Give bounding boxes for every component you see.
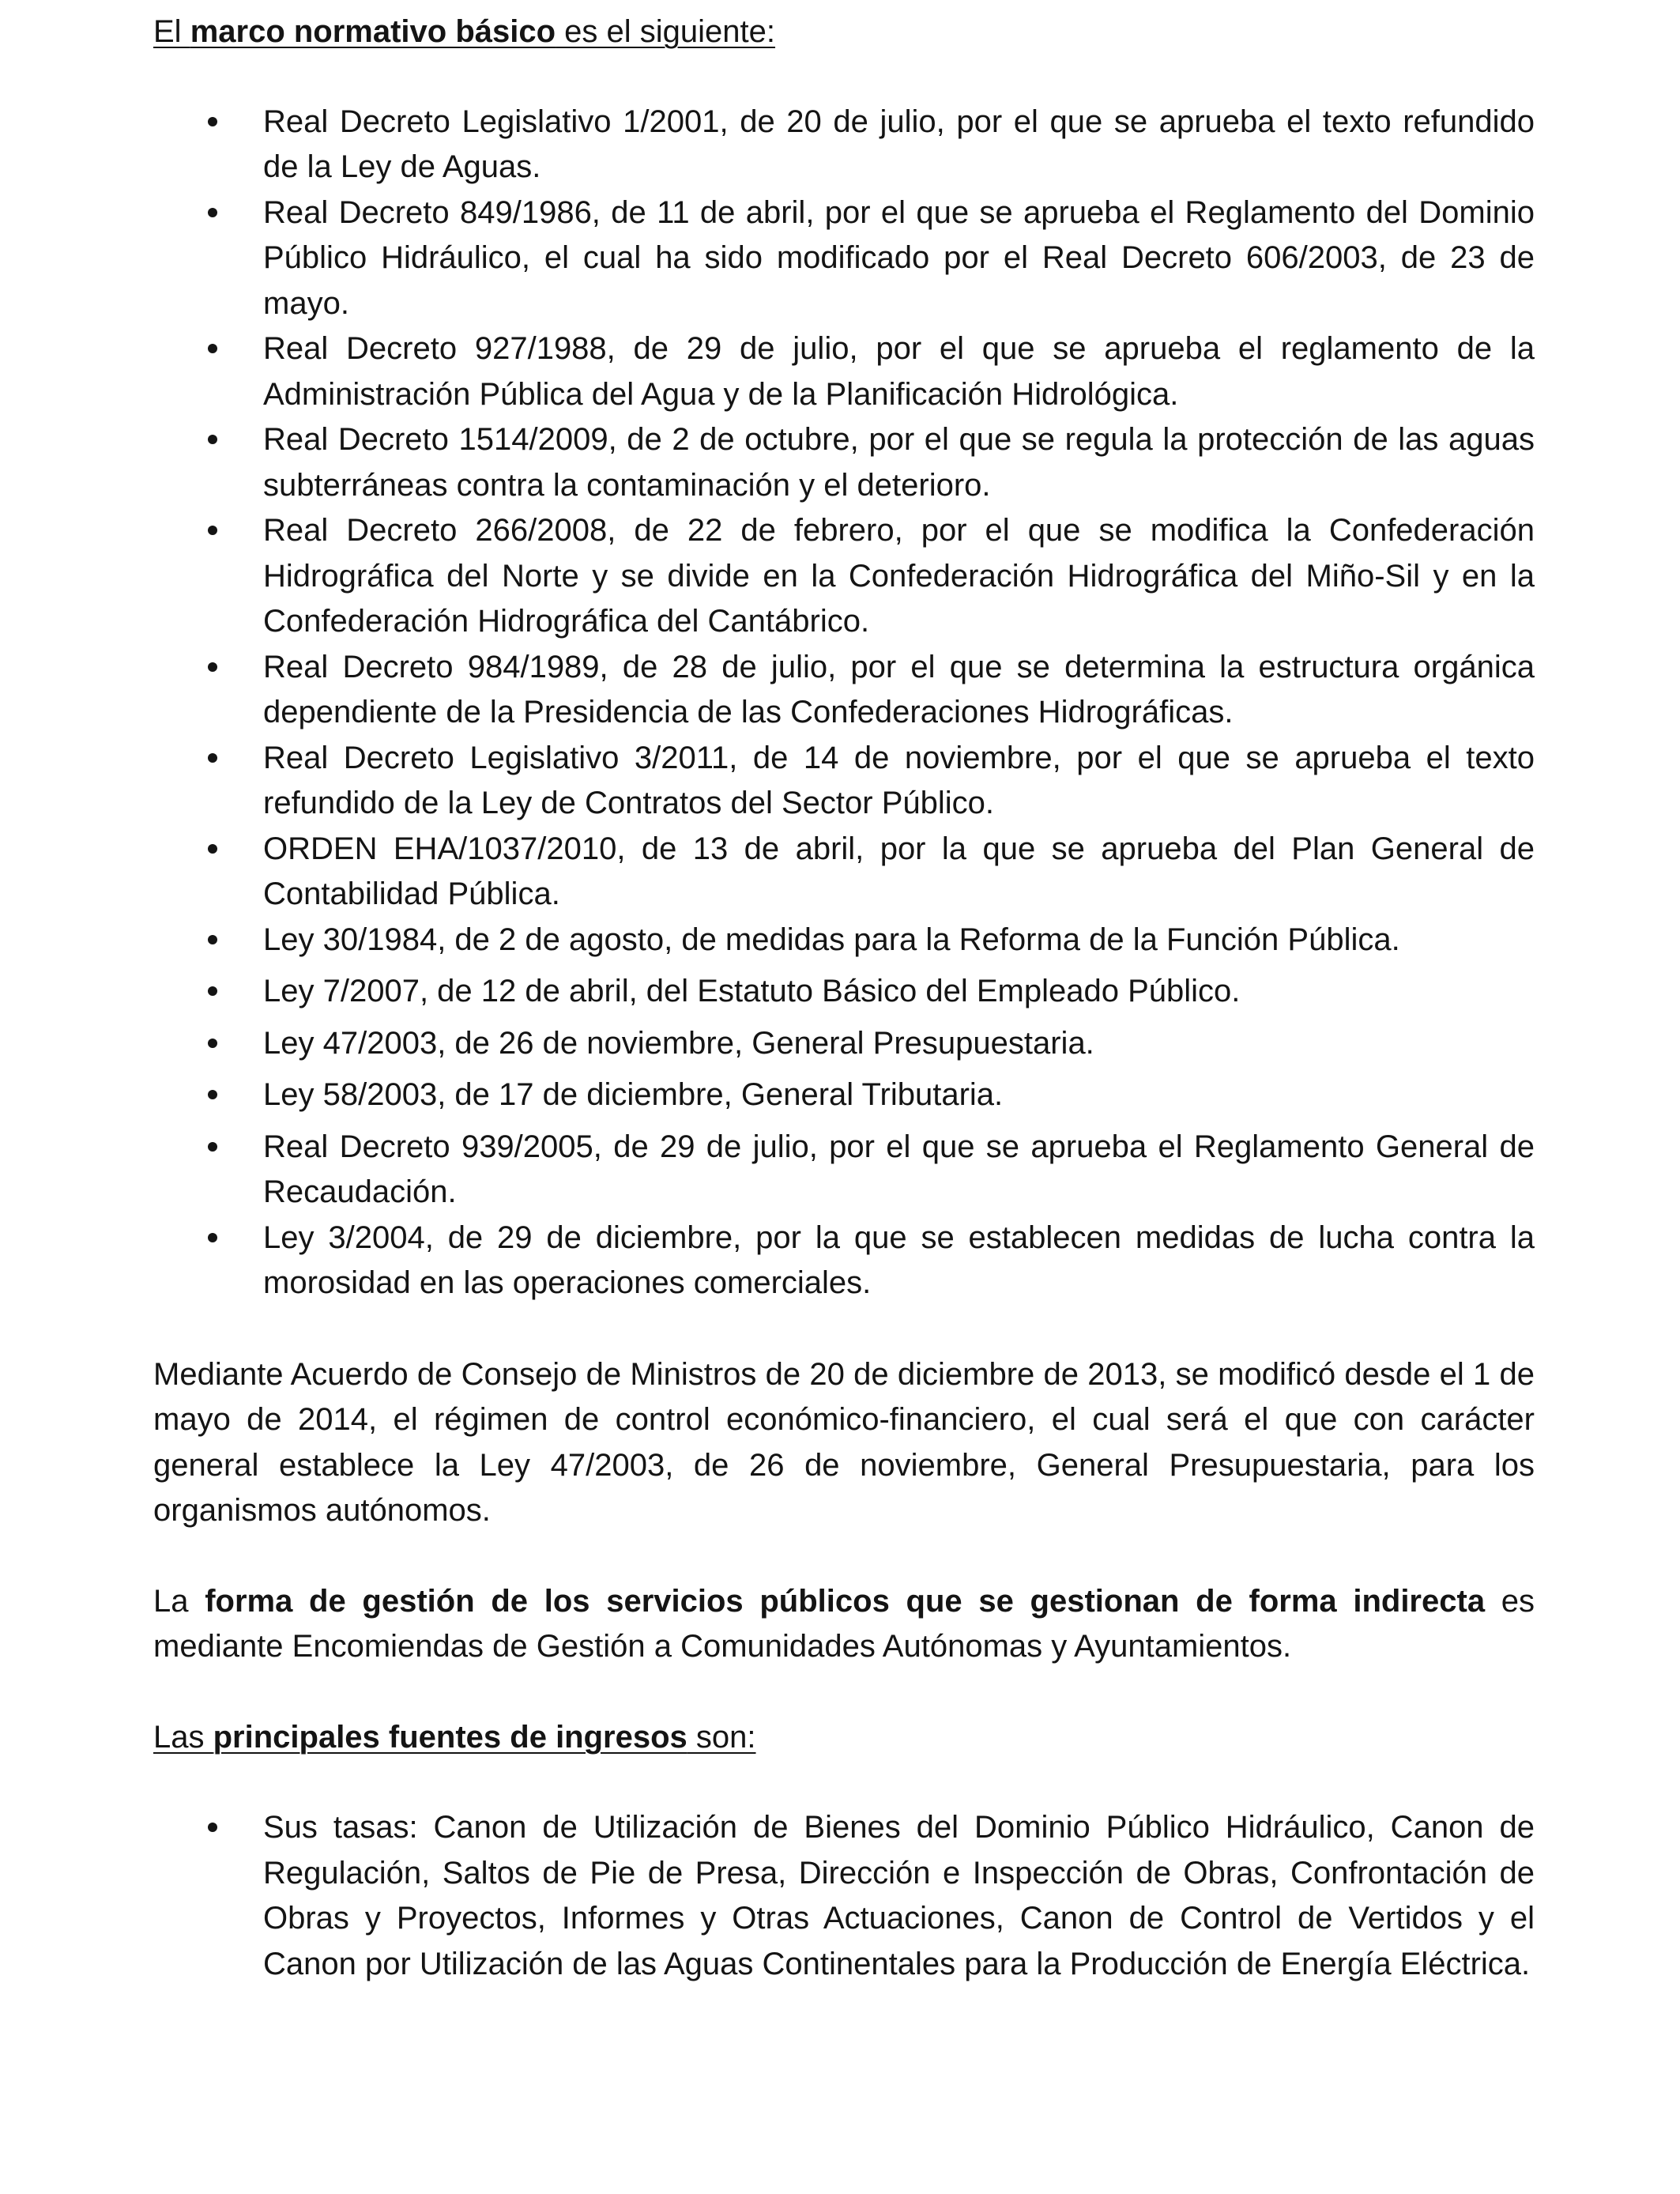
bullet-icon <box>208 1090 217 1099</box>
document-page <box>153 9 1535 1987</box>
list-item-text: Real Decreto 1514/2009, de 2 de octubre, por el que se regula la protección de las aguas subterráneas contra la contaminación y el deterioro. <box>263 422 1535 503</box>
list-item <box>153 508 1535 645</box>
bullet-icon <box>208 986 217 996</box>
list-item-text: Real Decreto 849/1986, de 11 de abril, por el que se aprueba el Reglamento del Dominio Público Hidráulico, el cual ha sido modificado por el Real Decreto 606/2003, de 23 de mayo. <box>263 194 1535 321</box>
bullet-icon <box>208 844 217 854</box>
heading-text-post: es el siguiente: <box>556 14 776 49</box>
bullet-icon <box>208 662 217 672</box>
list-item <box>153 645 1535 736</box>
list-item-text: Real Decreto 266/2008, de 22 de febrero, por el que se modifica la Confederación Hidrográfica del Norte y se divide en la Confederación Hidrográfica del Miño-Sil y en la Confederación Hidrográfica del Cantábrico. <box>263 513 1535 639</box>
fuentes-ingresos-list <box>153 1805 1535 1987</box>
bullet-icon <box>208 1823 217 1832</box>
list-item <box>153 1021 1535 1067</box>
heading-text-pre: Las <box>153 1719 213 1755</box>
list-item <box>153 1125 1535 1216</box>
list-item <box>153 100 1535 190</box>
bullet-icon <box>208 117 217 126</box>
bullet-icon <box>208 208 217 217</box>
list-item-text: Ley 30/1984, de 2 de agosto, de medidas para la Reforma de la Función Pública. <box>263 922 1400 957</box>
bullet-icon <box>208 1039 217 1048</box>
list-item-text: Ley 7/2007, de 12 de abril, del Estatuto Básico del Empleado Público. <box>263 974 1241 1008</box>
marco-normativo-list <box>153 100 1535 1306</box>
heading-text-bold: marco normativo básico <box>190 14 556 49</box>
list-item <box>153 1805 1535 1987</box>
mediante-acuerdo-paragraph: Mediante Acuerdo de Consejo de Ministros de 20 de diciembre de 2013, se modificó desde el 1 de mayo de 2014, el régimen de control económico-financiero, el cual será el que con carácter general establece la Ley 47/2003, de 26 de noviembre, General Presupuestaria, para los organismos autónomos. <box>153 1356 1535 1528</box>
list-item <box>153 190 1535 327</box>
fuentes-ingresos-heading <box>153 1715 1535 1761</box>
bullet-icon <box>208 344 217 353</box>
marco-normativo-heading <box>153 9 1535 55</box>
list-item-text: Real Decreto 939/2005, de 29 de julio, por el que se aprueba el Reglamento General de Recaudación. <box>263 1129 1535 1209</box>
list-item-text: Sus tasas: Canon de Utilización de Bienes del Dominio Público Hidráulico, Canon de Regulación, Saltos de Pie de Presa, Dirección e Inspección de Obras, Confrontación de Obras y Proyectos, Informes y Otras Actuaciones, Canon de Control de Vertidos y el Canon por Utilización de las Aguas Continentales para la Producción de Energía Eléctrica. <box>263 1810 1535 1981</box>
list-item <box>153 417 1535 508</box>
bullet-icon <box>208 526 217 535</box>
forma-gestion-paragraph <box>153 1579 1535 1670</box>
heading-text-post: son: <box>687 1719 756 1755</box>
list-item <box>153 1216 1535 1306</box>
bullet-icon <box>208 435 217 444</box>
bullet-icon <box>208 935 217 944</box>
list-item-text: Ley 58/2003, de 17 de diciembre, General Tributaria. <box>263 1077 1004 1112</box>
bullet-icon <box>208 753 217 763</box>
list-item-text: Ley 3/2004, de 29 de diciembre, por la que se establecen medidas de lucha contra la morosidad en las operaciones comerciales. <box>263 1220 1535 1300</box>
list-item <box>153 969 1535 1015</box>
paragraph-text-pre: La <box>153 1583 205 1619</box>
list-item-text: Real Decreto 927/1988, de 29 de julio, por el que se aprueba el reglamento de la Administración Pública del Agua y de la Planificación Hidrológica. <box>263 331 1535 412</box>
list-item-text: ORDEN EHA/1037/2010, de 13 de abril, por la que se aprueba del Plan General de Contabilidad Pública. <box>263 831 1535 911</box>
bullet-icon <box>208 1142 217 1152</box>
paragraph-text-bold: forma de gestión de los servicios públicos que se gestionan de forma indirecta <box>205 1583 1486 1619</box>
list-item <box>153 326 1535 417</box>
list-item-text: Real Decreto Legislativo 1/2001, de 20 de julio, por el que se aprueba el texto refundido de la Ley de Aguas. <box>263 104 1535 184</box>
list-item <box>153 1072 1535 1118</box>
list-item-text: Ley 47/2003, de 26 de noviembre, General Presupuestaria. <box>263 1025 1094 1061</box>
bullet-icon <box>208 1233 217 1242</box>
heading-text-pre: El <box>153 14 190 49</box>
list-item <box>153 827 1535 918</box>
list-item-text: Real Decreto Legislativo 3/2011, de 14 de noviembre, por el que se aprueba el texto refundido de la Ley de Contratos del Sector Público. <box>263 740 1535 820</box>
paragraph-text-post: es mediante Encomiendas de Gestión a Comunidades Autónomas y Ayuntamientos. <box>153 1583 1535 1664</box>
heading-text-bold: principales fuentes de ingresos <box>213 1719 687 1755</box>
list-item <box>153 918 1535 963</box>
list-item-text: Real Decreto 984/1989, de 28 de julio, por el que se determina la estructura orgánica dependiente de la Presidencia de las Confederaciones Hidrográficas. <box>263 649 1535 729</box>
list-item <box>153 736 1535 827</box>
